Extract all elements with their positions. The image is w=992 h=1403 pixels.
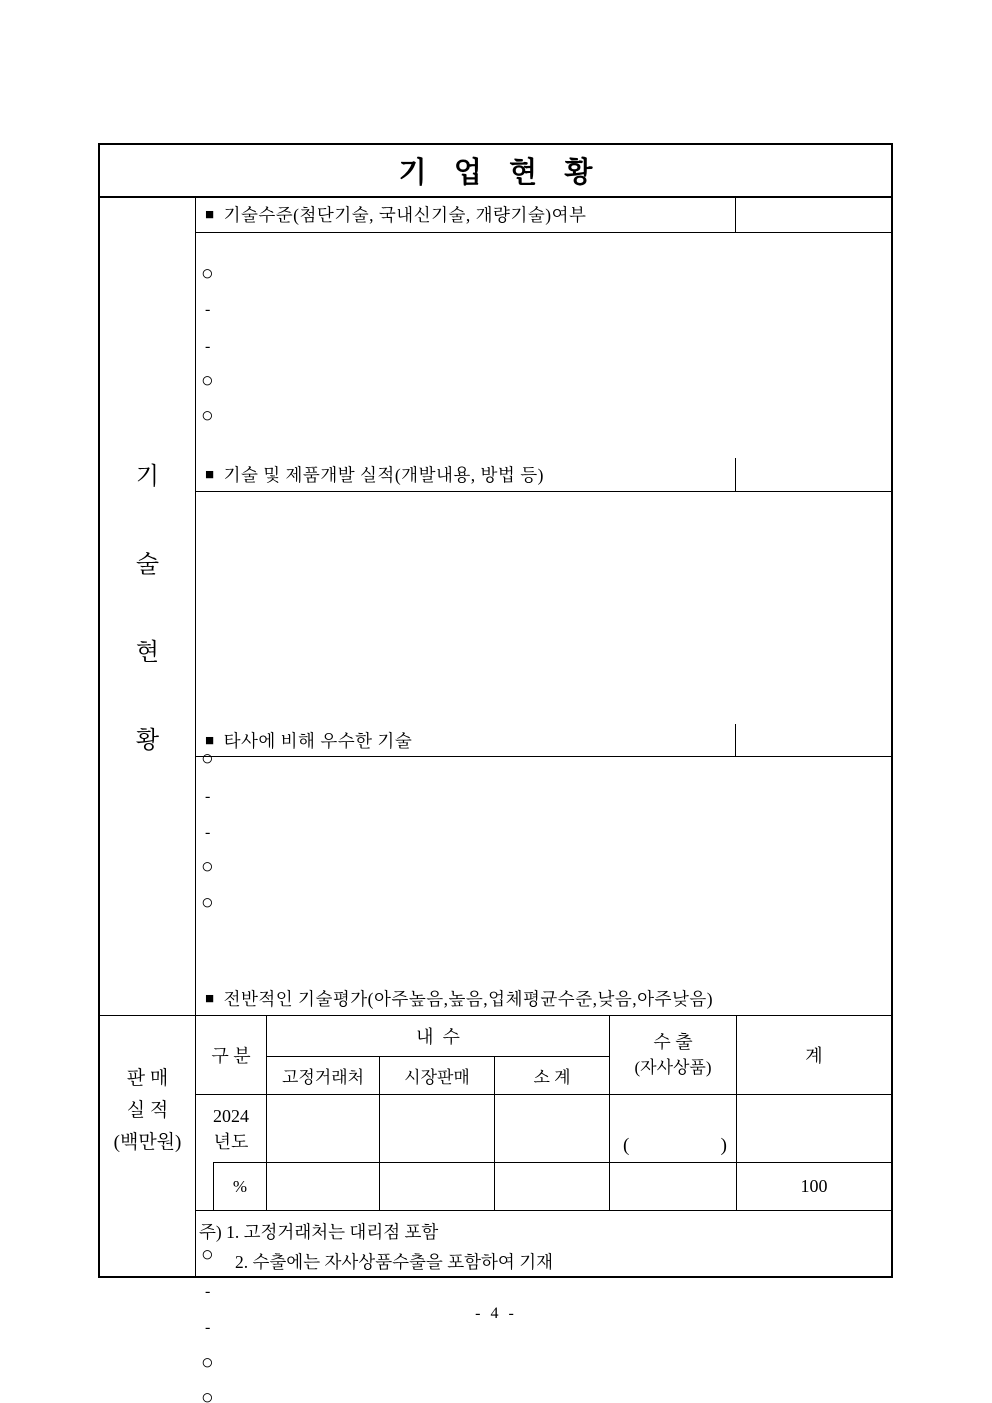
page-number: - 4 - — [475, 1305, 517, 1322]
dash-bullet: - — [205, 1319, 211, 1336]
year-value: 2024 — [213, 1106, 249, 1126]
section-header-overall-eval — [196, 981, 891, 1016]
section-header-tech-level — [196, 196, 891, 233]
col-header-domestic: 내 수 — [267, 1016, 610, 1057]
year-subtotal-cell — [495, 1095, 610, 1163]
tech-status-row-label — [100, 196, 196, 1016]
section-title-cell — [196, 981, 891, 1015]
circle-bullet: ○ — [201, 1242, 214, 1266]
section-header-empty-cell — [736, 724, 891, 756]
circle-bullet: ○ — [201, 1385, 214, 1403]
circle-bullet: ○ — [201, 261, 214, 285]
section-title-cell — [196, 196, 736, 232]
col-header-category: 구 분 — [196, 1016, 267, 1095]
col-header-fixed-customers: 고정거래처 — [267, 1057, 380, 1095]
col-header-subtotal: 소 계 — [495, 1057, 610, 1095]
close-paren: ) — [720, 1135, 727, 1156]
sales-label-line: 판 매 — [126, 1068, 169, 1089]
form-title-row — [100, 145, 891, 198]
percent-total-cell: 100 — [800, 1176, 828, 1196]
tech-label-char: 현 — [135, 640, 160, 666]
dash-bullet: - — [205, 788, 211, 805]
black-square-icon: ■ — [205, 732, 215, 749]
company-status-form — [98, 143, 893, 1403]
circle-bullet: ○ — [201, 368, 214, 392]
dash-bullet: - — [205, 301, 211, 318]
tech-label-char: 술 — [135, 552, 160, 578]
sales-performance-row-label — [100, 1016, 196, 1276]
section-header-empty-cell — [736, 458, 891, 491]
section-title-text: 기술수준(첨단기술, 국내신기술, 개량기술)여부 — [223, 204, 587, 225]
dash-bullet: - — [205, 824, 211, 841]
col-header-total: 계 — [737, 1016, 891, 1095]
year-fixed-customers-cell — [267, 1095, 380, 1163]
year-total-cell — [737, 1095, 891, 1163]
circle-bullet: ○ — [201, 403, 214, 427]
col-header-market-sales: 시장판매 — [380, 1057, 495, 1095]
row-label-year — [196, 1095, 267, 1163]
circle-bullet: ○ — [201, 746, 214, 770]
percent-fixed-customers-cell — [267, 1163, 380, 1210]
sales-label-line: 실 적 — [126, 1100, 169, 1121]
year-export-cell — [610, 1095, 737, 1163]
section-header-superior-tech — [196, 724, 891, 757]
section-title-text: 기술 및 제품개발 실적(개발내용, 방법 등) — [223, 465, 544, 485]
black-square-icon: ■ — [205, 206, 215, 223]
section-content-tech-level — [196, 233, 987, 458]
row-label-percent: % — [213, 1163, 267, 1210]
circle-bullet: ○ — [201, 854, 214, 878]
open-paren: ( — [623, 1135, 630, 1156]
percent-market-sales-cell — [380, 1163, 495, 1210]
section-header-empty-cell — [736, 196, 891, 232]
percent-subtotal-cell — [495, 1163, 610, 1210]
col-header-export-line2: (자사상품) — [634, 1058, 712, 1077]
dash-bullet: - — [205, 338, 211, 355]
table-notes — [196, 1210, 891, 1276]
dash-bullet: - — [205, 1283, 211, 1300]
col-header-export — [610, 1016, 737, 1095]
section-title-text: 전반적인 기술평가(아주높음,높음,업체평균수준,낮음,아주낮음) — [223, 988, 714, 1009]
section-title-text: 타사에 비해 우수한 기술 — [223, 730, 413, 751]
section-title-cell — [196, 724, 736, 756]
note-line-2: 2. 수출에는 자사상품수출을 포함하여 기재 — [235, 1252, 554, 1272]
black-square-icon: ■ — [205, 467, 215, 483]
circle-bullet: ○ — [201, 890, 214, 914]
black-square-icon: ■ — [205, 990, 215, 1007]
circle-bullet: ○ — [201, 1350, 214, 1374]
tech-label-char: 기 — [135, 464, 160, 490]
note-line-1: 주) 1. 고정거래처는 대리점 포함 — [199, 1222, 439, 1242]
year-market-sales-cell — [380, 1095, 495, 1163]
sales-label-line: (백만원) — [113, 1132, 182, 1153]
sales-performance-table — [196, 1016, 891, 1210]
col-header-export-line1: 수 출 — [653, 1032, 693, 1052]
form-title: 기 업 현 황 — [398, 157, 603, 189]
tech-label-char: 황 — [135, 728, 160, 754]
section-header-dev-results — [196, 458, 891, 492]
section-title-cell — [196, 458, 736, 491]
year-suffix: 년도 — [213, 1132, 249, 1152]
percent-export-cell — [610, 1163, 737, 1210]
